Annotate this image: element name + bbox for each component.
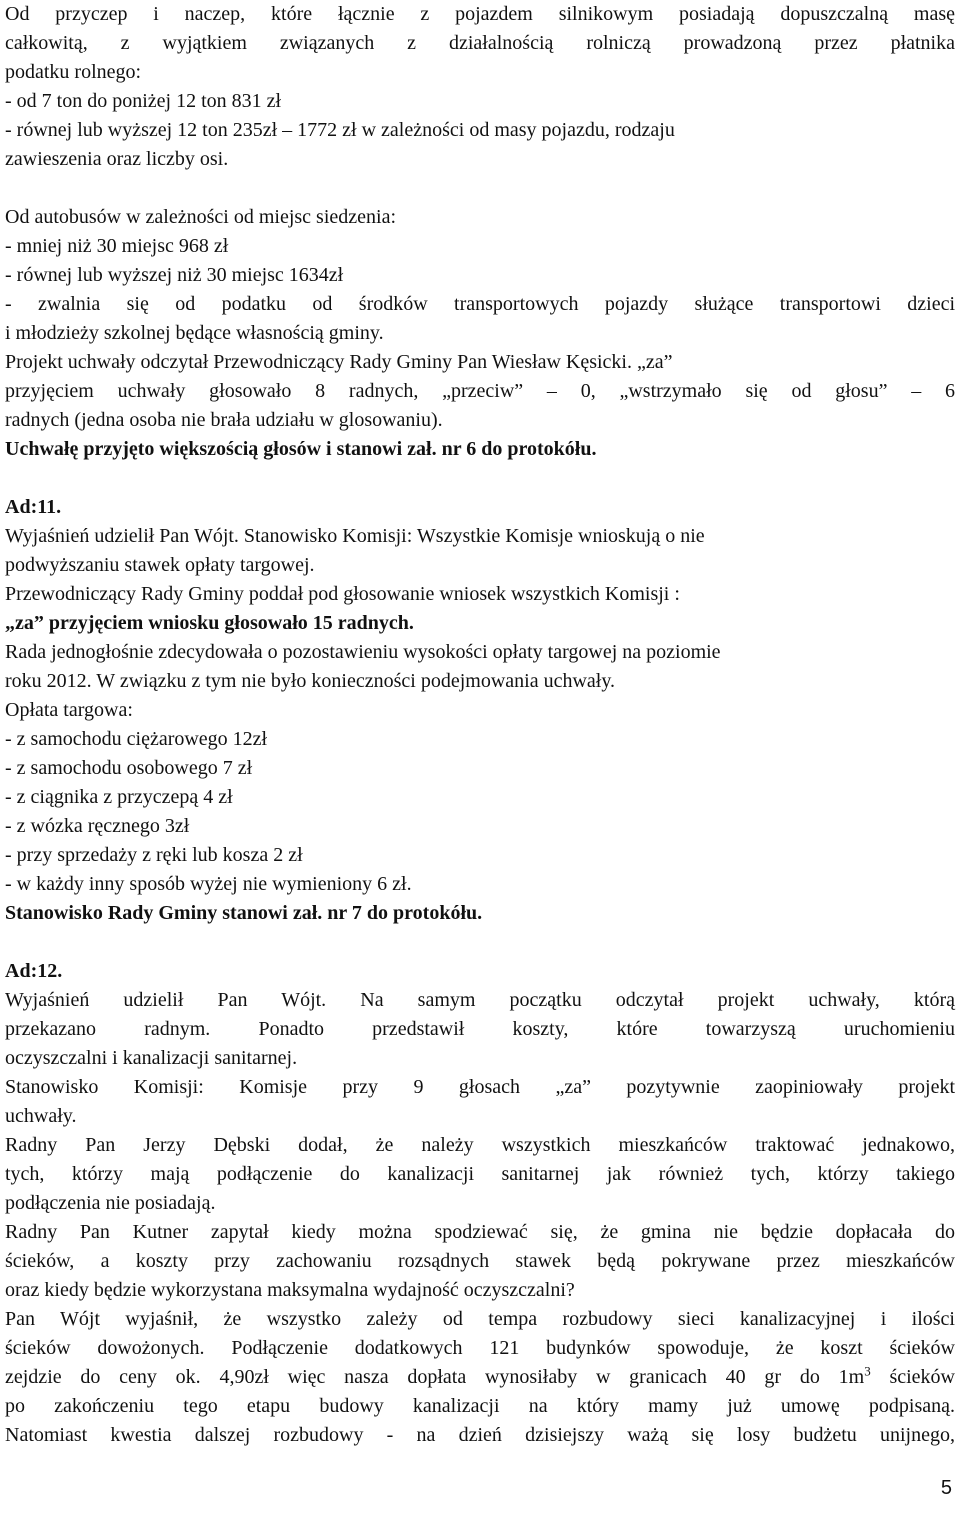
text-line: roku 2012. W związku z tym nie było konieczności podejmowania uchwały.: [5, 670, 616, 692]
text-line: przekazano radnym. Ponadto przedstawił koszty, które towarzyszą uruchomieniu: [5, 1018, 955, 1040]
text-line: Projekt uchwały odczytał Przewodniczący Rady Gminy Pan Wiesław Kęsicki. „za”: [5, 351, 673, 373]
text-line: - zwalnia się od podatku od środków transportowych pojazdy służące transportowi dzieci: [5, 293, 955, 315]
fee-item: - przy sprzedaży z ręki lub kosza 2 zł: [5, 844, 303, 866]
text-line: Radny Pan Kutner zapytał kiedy można spodziewać się, że gmina nie będzie dopłacała do: [5, 1221, 955, 1243]
section-heading: Ad:11.: [5, 496, 62, 518]
text-line: Pan Wójt wyjaśnił, że wszystko zależy od tempa rozbudowy sieci kanalizacyjnej i ilości: [5, 1308, 955, 1330]
bus-tax-section: [5, 203, 955, 464]
section-heading: Ad:12.: [5, 960, 63, 982]
text-line: radnych (jedna osoba nie brała udziału w glosowaniu).: [5, 409, 443, 431]
text-line: - od 7 ton do poniżej 12 ton 831 zł: [5, 90, 282, 112]
page-number: 5: [940, 1477, 952, 1499]
text-line: Od autobusów w zależności od miejsc siedzenia:: [5, 206, 396, 228]
text-line: i młodzieży szkolnej będące własnością gminy.: [5, 322, 384, 344]
text-line: Rada jednogłośnie zdecydowała o pozostawieniu wysokości opłaty targowej na poziomie: [5, 641, 721, 663]
fee-item: - z samochodu ciężarowego 12zł: [5, 728, 268, 750]
text-line: Radny Pan Jerzy Dębski dodał, że należy wszystkich mieszkańców traktować jednakowo,: [5, 1134, 955, 1156]
spacer: [5, 928, 955, 957]
text-line: Wyjaśnień udzielił Pan Wójt. Na samym początku odczytał projekt uchwały, którą: [5, 989, 955, 1011]
spacer: [5, 174, 955, 203]
text-line: ścieków, a koszty przy zachowaniu rozsądnych stawek będą pokrywane przez mieszkańców: [5, 1250, 955, 1272]
text-line: po zakończeniu tego etapu budowy kanalizacji na który mamy już umowę podpisaną.: [5, 1395, 955, 1417]
ad12-section: [5, 957, 955, 1450]
text-line: podłączenia nie posiadają.: [5, 1192, 216, 1214]
text-line: podwyższaniu stawek opłaty targowej.: [5, 554, 315, 576]
text-line: całkowitą, z wyjątkiem związanych z działalnością rolniczą prowadzoną przez płatnika: [5, 32, 955, 54]
text-fragment: ścieków: [870, 1366, 955, 1388]
text-line: przyjęciem uchwały głosowało 8 radnych, „przeciw” – 0, „wstrzymało się od głosu” – 6: [5, 380, 955, 402]
ad11-section: [5, 493, 955, 928]
fee-item: - z wózka ręcznego 3zł: [5, 815, 190, 837]
text-line: - mniej niż 30 miejsc 968 zł: [5, 235, 229, 257]
vote-result: „za” przyjęciem wniosku głosowało 15 radnych.: [5, 612, 414, 634]
text-line: oczyszczalni i kanalizacji sanitarnej.: [5, 1047, 298, 1069]
text-line: Przewodniczący Rady Gminy poddał pod głosowanie wniosek wszystkich Komisji :: [5, 583, 680, 605]
trailer-tax-section: [5, 0, 955, 174]
text-line: oraz kiedy będzie wykorzystana maksymalna wydajność oczyszczalni?: [5, 1279, 575, 1301]
text-line: Natomiast kwestia dalszej rozbudowy - na dzień dzisiejszy ważą się losy budżetu unijnego,: [5, 1424, 955, 1446]
council-position-note: Stanowisko Rady Gminy stanowi zał. nr 7 do protokółu.: [5, 902, 483, 924]
spacer: [5, 464, 955, 493]
document-page: [5, 0, 955, 1450]
text-line: - równej lub wyższej niż 30 miejsc 1634zł: [5, 264, 344, 286]
text-line: Stanowisko Komisji: Komisje przy 9 głosach „za” pozytywnie zaopiniowały projekt: [5, 1076, 955, 1098]
text-line: ścieków dowożonych. Podłączenie dodatkowych 121 budynków spowoduje, że koszt ścieków: [5, 1337, 955, 1359]
text-line: podatku rolnego:: [5, 61, 142, 83]
fee-item: - z samochodu osobowego 7 zł: [5, 757, 253, 779]
text-fragment: zejdzie do ceny ok. 4,90zł więc nasza dopłata wynosiłaby w granicach 40 gr do 1m: [5, 1366, 865, 1388]
fee-item: - z ciągnika z przyczepą 4 zł: [5, 786, 233, 808]
text-line-with-superscript: [5, 1363, 955, 1392]
text-line: Wyjaśnień udzielił Pan Wójt. Stanowisko Komisji: Wszystkie Komisje wnioskują o nie: [5, 525, 705, 547]
text-line: uchwały.: [5, 1105, 77, 1127]
text-line: Od przyczep i naczep, które łącznie z pojazdem silnikowym posiadają dopuszczalną masę: [5, 3, 955, 25]
resolution-adopted-note: Uchwałę przyjęto większością głosów i stanowi zał. nr 6 do protokółu.: [5, 438, 597, 460]
text-line: Opłata targowa:: [5, 699, 133, 721]
text-line: zawieszenia oraz liczby osi.: [5, 148, 229, 170]
superscript: 3: [864, 1363, 871, 1379]
fee-item: - w każdy inny sposób wyżej nie wymieniony 6 zł.: [5, 873, 412, 895]
text-line: tych, którzy mają podłączenie do kanalizacji sanitarnej jak również tych, którzy takiego: [5, 1163, 955, 1185]
text-line: - równej lub wyższej 12 ton 235zł – 1772 zł w zależności od masy pojazdu, rodzaju: [5, 119, 675, 141]
